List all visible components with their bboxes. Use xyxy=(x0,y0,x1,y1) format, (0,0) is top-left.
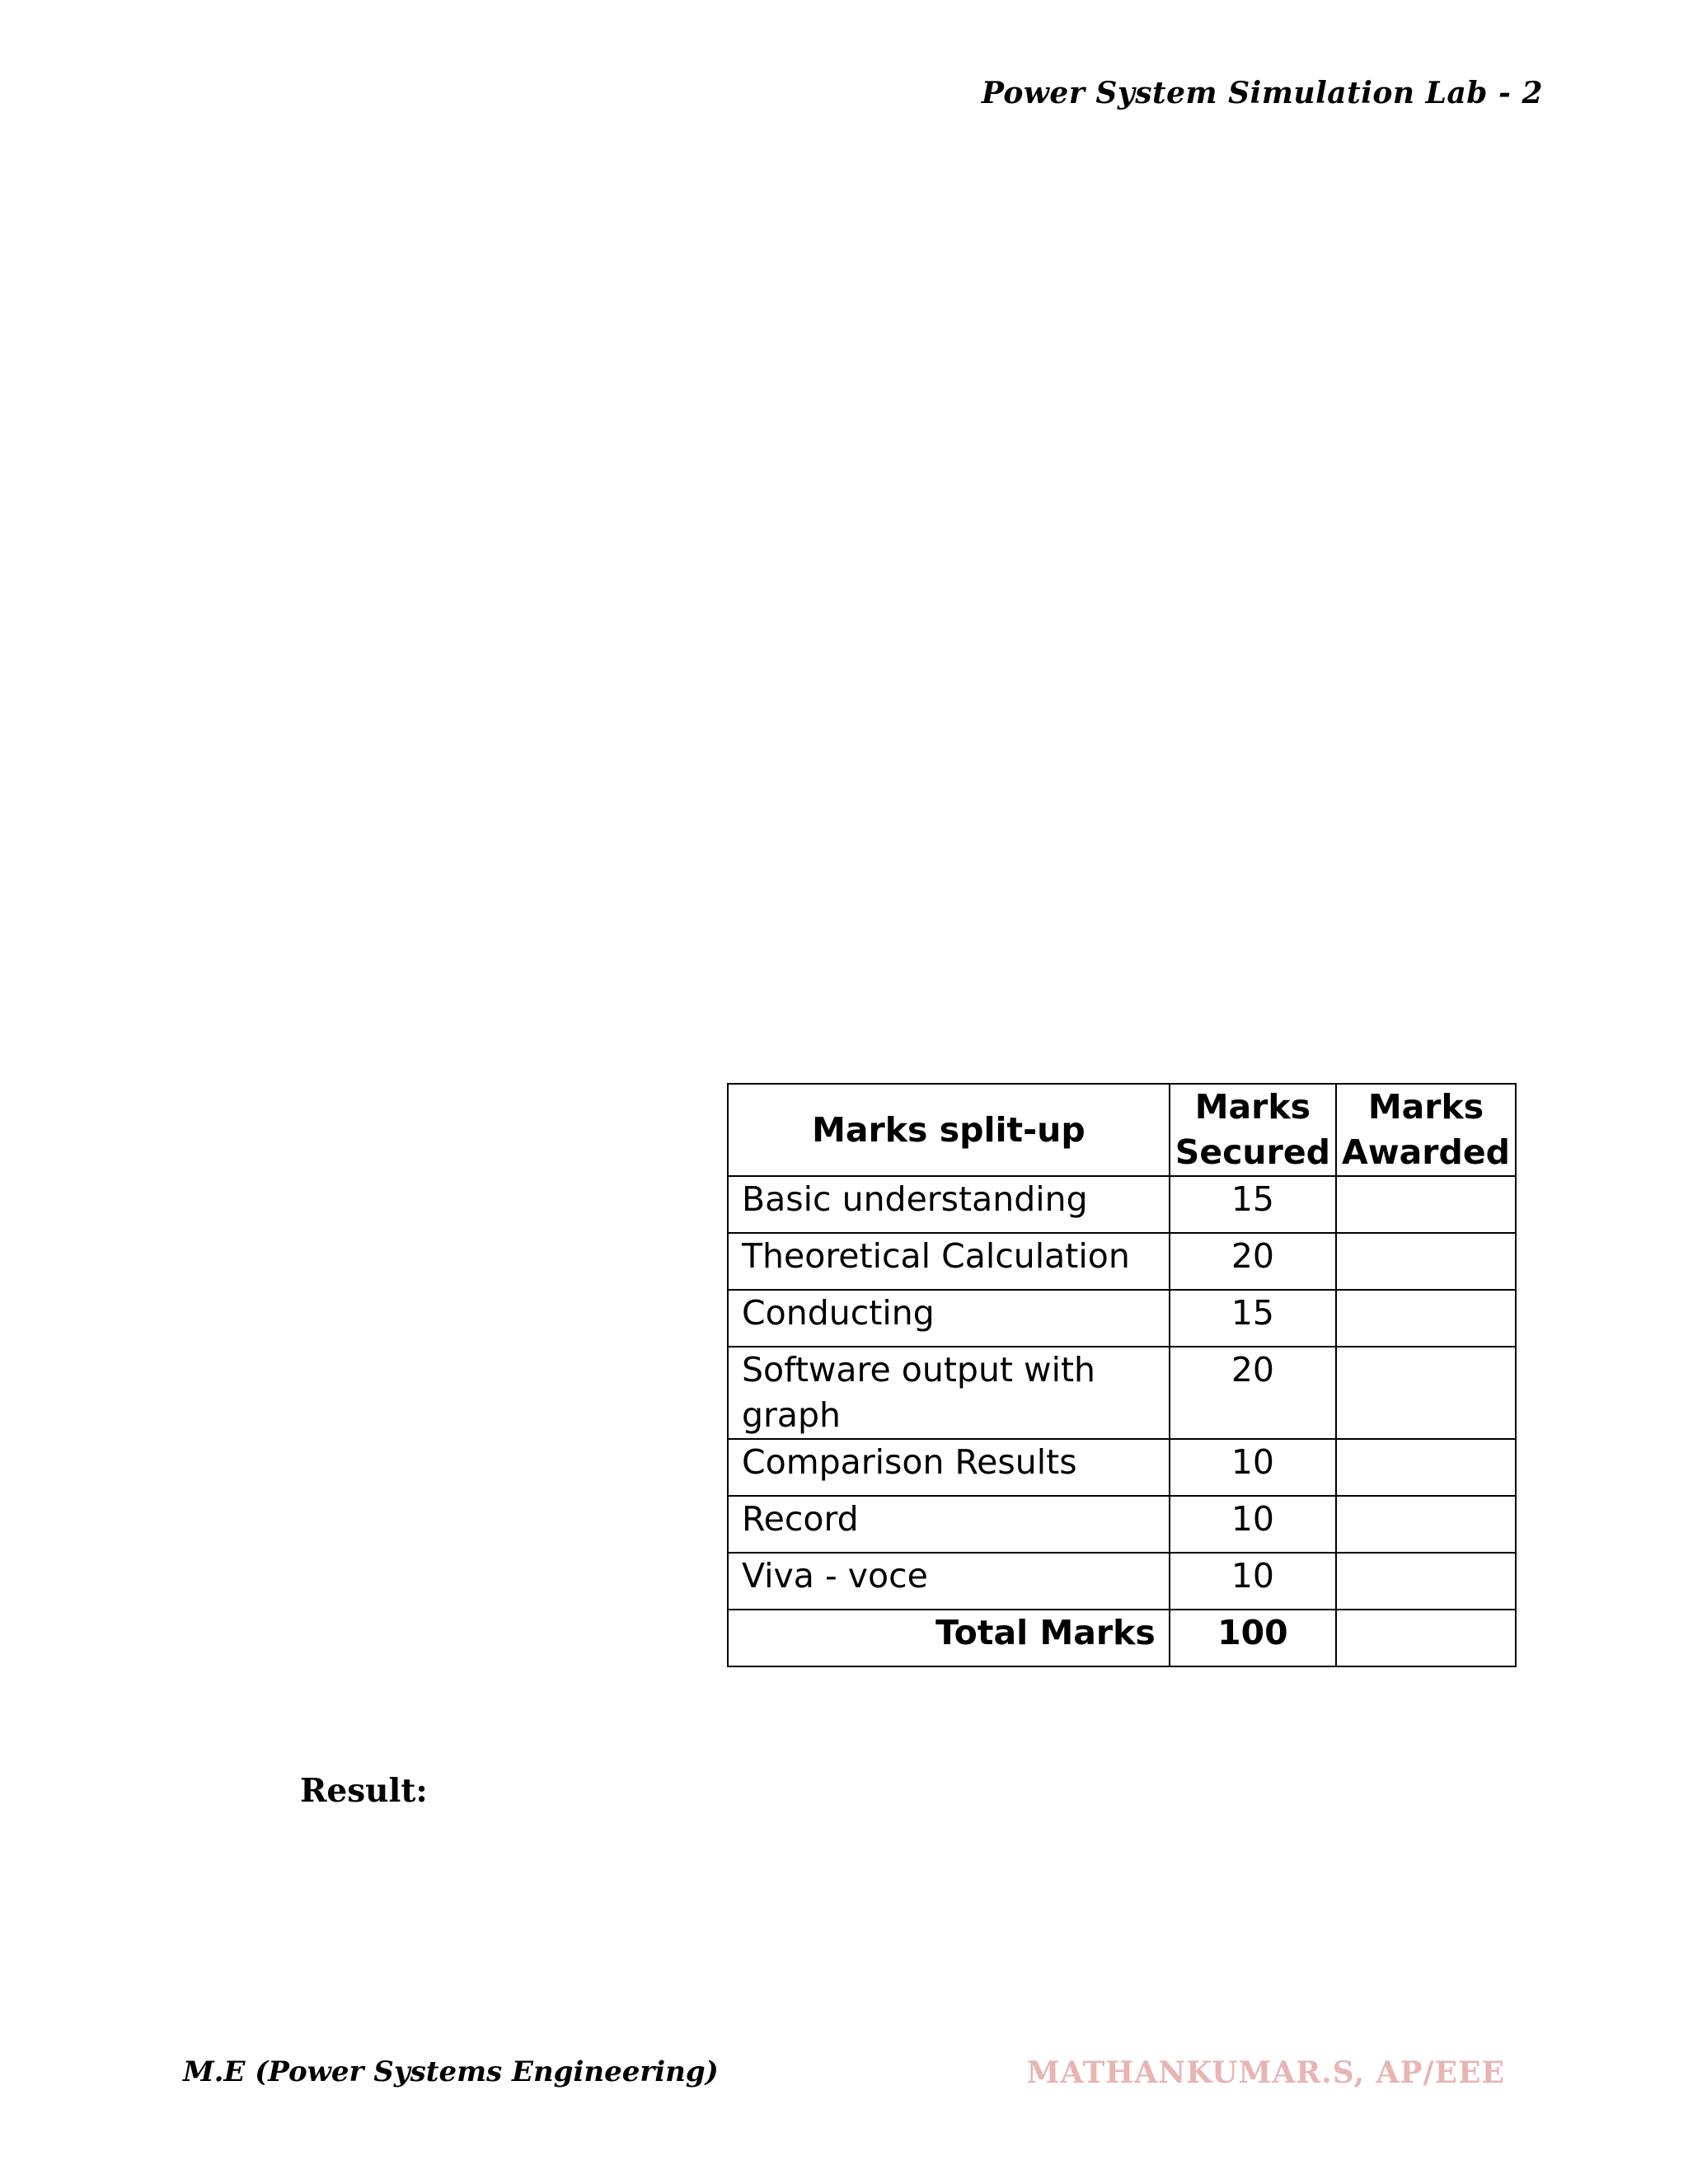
table-row xyxy=(728,1347,1516,1439)
row-awarded xyxy=(1336,1290,1516,1347)
row-label: Viva - voce xyxy=(728,1553,1170,1610)
total-awarded xyxy=(1336,1610,1516,1666)
row-label: Theoretical Calculation xyxy=(728,1233,1170,1290)
row-secured: 10 xyxy=(1170,1439,1336,1496)
table-row xyxy=(728,1176,1516,1233)
row-secured: 15 xyxy=(1170,1290,1336,1347)
table-total-row xyxy=(728,1610,1516,1666)
header-marks-awarded: Marks Awarded xyxy=(1336,1084,1516,1176)
row-secured: 20 xyxy=(1170,1233,1336,1290)
footer-author: MATHANKUMAR.S, AP/EEE xyxy=(1026,2055,1505,2090)
row-awarded xyxy=(1336,1176,1516,1233)
table-row xyxy=(728,1496,1516,1553)
row-awarded xyxy=(1336,1233,1516,1290)
header-marks-split-up: Marks split-up xyxy=(728,1084,1170,1176)
table-row xyxy=(728,1290,1516,1347)
row-label: Software output with graph xyxy=(728,1347,1170,1439)
table-row xyxy=(728,1553,1516,1610)
row-awarded xyxy=(1336,1439,1516,1496)
table-row xyxy=(728,1439,1516,1496)
row-secured: 15 xyxy=(1170,1176,1336,1233)
row-label: Basic understanding xyxy=(728,1176,1170,1233)
row-awarded xyxy=(1336,1553,1516,1610)
total-label: Total Marks xyxy=(728,1610,1170,1666)
row-secured: 10 xyxy=(1170,1496,1336,1553)
row-secured: 10 xyxy=(1170,1553,1336,1610)
row-label: Conducting xyxy=(728,1290,1170,1347)
header-marks-secured: Marks Secured xyxy=(1170,1084,1336,1176)
row-secured: 20 xyxy=(1170,1347,1336,1439)
footer-course: M.E (Power Systems Engineering) xyxy=(183,2055,719,2088)
result-heading: Result: xyxy=(300,1772,428,1810)
table-row xyxy=(728,1233,1516,1290)
row-label: Record xyxy=(728,1496,1170,1553)
row-awarded xyxy=(1336,1496,1516,1553)
table-header-row xyxy=(728,1084,1516,1176)
row-label: Comparison Results xyxy=(728,1439,1170,1496)
marks-table xyxy=(727,1083,1517,1667)
total-secured: 100 xyxy=(1170,1610,1336,1666)
row-awarded xyxy=(1336,1347,1516,1439)
page-header-title: Power System Simulation Lab - 2 xyxy=(981,76,1543,110)
